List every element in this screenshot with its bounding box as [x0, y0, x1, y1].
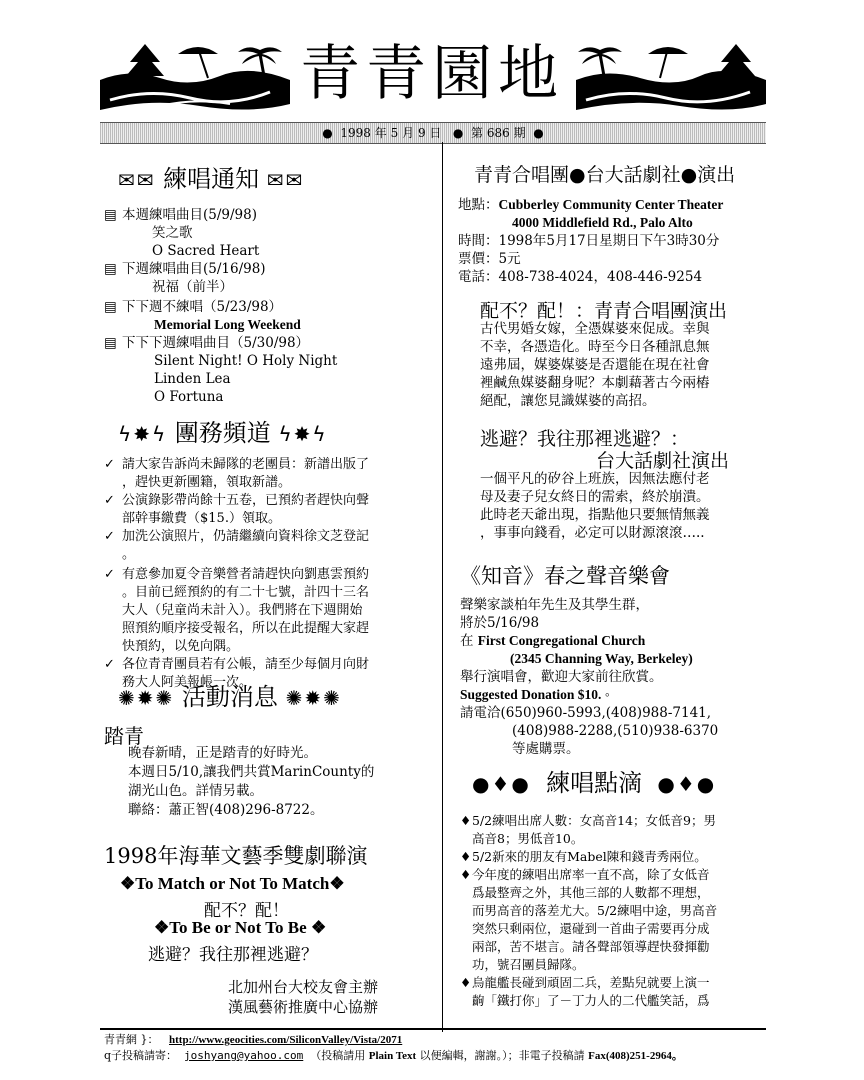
footer-rule [100, 1028, 766, 1030]
list-item-line: 快預約，以免向隅。 [122, 639, 240, 654]
events-subheading: 踏青 [104, 724, 144, 748]
text-line: 湖光山色。詳情另載。 [128, 783, 263, 799]
list-item-line: 。 [122, 547, 136, 562]
lightning-icon: ϟ✸ϟ [118, 422, 168, 446]
text-line: 絕配，讓您見識媒婆的高招。 [480, 393, 656, 409]
drop-icon: ●♦● [657, 772, 717, 796]
list-item-line: 高音8；男低音10。 [472, 831, 584, 846]
list-item-line: 功，號召團員歸隊。 [472, 957, 585, 972]
list-item-line: 而男高音的落差尤大。5/2練唱中途，男高音 [472, 903, 718, 918]
events-heading: ✺✹✺ 活動消息 ✺✹✺ [118, 683, 342, 711]
footer-contact: q子投稿請寄： joshyang@yahoo.com （投稿請用 Plain Text 以便編輯，謝謝。）；非電子投稿請 Fax(408)251-2964。 [104, 1049, 683, 1062]
sponsor-line: 北加州台大校友會主辦 [228, 978, 379, 996]
song-title: O Sacred Heart [152, 243, 260, 259]
price-row: 票價：5元 [458, 251, 521, 267]
mailbox-icon: ✉✉ [266, 168, 305, 192]
play1-english-title: ❖To Match or Not To Match❖ [120, 874, 345, 893]
list-item: ♦5/2新來的朋友有Mabel陳和錢青秀兩位。 [460, 849, 707, 864]
concert-heading: 《知音》春之聲音樂會 [460, 564, 670, 588]
text-line: (408)988-2288,(510)938-6370 [512, 723, 719, 739]
song-title: 笑之歌 [152, 225, 193, 241]
drop-icon: ●♦● [472, 772, 531, 796]
list-item-line: ，趕快更新團籍，領取新譜。 [122, 475, 292, 490]
document-icon: ▤ [104, 207, 117, 223]
venue-address: 4000 Middlefield Rd., Palo Alto [512, 215, 693, 230]
list-item-line: 兩部，苦不堪言。請各聲部領導趕快發揮勸 [472, 939, 710, 954]
song-title: O Fortuna [154, 389, 224, 405]
column-divider [442, 142, 443, 1032]
document-icon: ▤ [104, 261, 117, 277]
check-icon: ✓ [104, 493, 115, 508]
play1-chinese-title: 配不？配！ [204, 901, 289, 921]
affairs-heading: ϟ✸ϟ 團務頻道 ϟ✸ϟ [118, 419, 328, 447]
phone-row: 電話：408-738-4024，408-446-9254 [458, 269, 703, 285]
list-item: ✓ 各位青青團員若有公帳，請至少每個月向財 [104, 657, 370, 672]
bullet-icon: ♦ [460, 867, 472, 882]
performance-heading: 青青合唱團●台大話劇社●演出 [474, 164, 736, 186]
text-line: ，事事向錢看，必定可以財源滾滾….. [480, 525, 705, 541]
list-item-line: 部幹事繳費（$15.）領取。 [122, 511, 281, 526]
play2-heading: 逃避？我往那裡逃避？： [480, 428, 690, 450]
issue-date-band: ● 1998 年 5 月 9 日 ● 第 686 期 ● [100, 122, 766, 144]
play2-heading-troupe: 台大話劇社演出 [596, 450, 730, 472]
list-item: ▤ 下下下週練唱曲目（5/30/98） [104, 335, 310, 351]
text-line: 聯絡：蕭正智(408)296-8722。 [128, 802, 324, 818]
list-item-line: 照預約順序接受報名，所以在此提醒大家趕 [122, 621, 370, 636]
document-icon: ▤ [104, 299, 117, 315]
list-item-line: 突然只剩兩位，還碰到一首曲子需要再分成 [472, 921, 710, 936]
list-item: ✓ 請大家告訴尚未歸隊的老團員：新譜出版了 [104, 457, 370, 472]
spider-web-icon: ✺✹✺ [118, 686, 175, 710]
umbrella-icon [648, 47, 688, 78]
text-line: 等處購票。 [512, 741, 580, 757]
list-item: ♦烏龍艦長碰到頑固二兵，差點兒就要上演一 [460, 975, 710, 990]
sponsor-line: 漢風藝術推廣中心協辦 [228, 998, 379, 1016]
list-item: ✓ 公演錄影帶尚餘十五卷，已預約者趕快向聲 [104, 493, 370, 508]
text-line: 晚春新晴，正是踏青的好時光。 [128, 745, 317, 761]
list-item-line: 齣「鐵打你」了－丁力人的二代艦笑話，爲 [472, 993, 710, 1008]
check-icon: ✓ [104, 457, 115, 472]
text-line: 將於5/16/98 [460, 615, 540, 631]
play1-heading: 配不？配！：青青合唱團演出 [480, 300, 728, 322]
text-line: 此時老天爺出現，指點他只要無情無義 [480, 507, 710, 523]
list-item: ▤ 下週練唱曲目(5/16/98) [104, 261, 266, 277]
list-item-line: 務大人阿美報帳一次。 [122, 675, 253, 690]
list-item: ▤ 本週練唱曲目(5/9/98) [104, 207, 257, 223]
text-line: 裡鹹魚媒婆翻身呢？本劇藉著古今兩樁 [480, 375, 710, 391]
site-link[interactable]: http://www.geocities.com/SiliconValley/Vista/2071 [169, 1034, 403, 1046]
text-line: 遠弗屆，媒婆媒婆是否還能在現在社會 [480, 357, 710, 373]
text-line: Suggested Donation $10. ◦ [460, 687, 610, 702]
email-link[interactable]: joshyang@yahoo.com [184, 1049, 304, 1062]
list-item-line: 。目前已經預約的有二十七號，計四十三名 [122, 585, 370, 600]
song-title: Linden Lea [154, 371, 231, 387]
check-icon: ✓ [104, 529, 115, 544]
list-item: ♦今年度的練唱出席率一直不高，除了女低音 [460, 867, 710, 882]
text-line: 舉行演唱會，歡迎大家前往欣賞。 [460, 669, 663, 685]
list-item: ✓ 有意參加夏令音樂營者請趕快向劉惠雲預約 [104, 567, 370, 582]
text-line: 聲樂家談柏年先生及其學生群， [460, 597, 649, 613]
check-icon: ✓ [104, 657, 115, 672]
song-title: Silent Night! O Holy Night [154, 353, 338, 369]
list-item: ✓ 加洗公演照片，仍請繼續向資料徐文芝登記 [104, 529, 370, 544]
list-item-line: 大人（兒童尚未計入）。我們將在下週開始 [122, 603, 363, 618]
list-item: ♦5/2練唱出席人數：女高音14；女低音9；男 [460, 813, 716, 828]
text-line: 本週日5/10,讓我們共賞MarinCounty的 [128, 764, 375, 780]
play2-english-title: ❖To Be or Not To Be ❖ [154, 918, 327, 937]
list-item: ▤ 下下週不練唱（5/23/98） [104, 299, 283, 315]
mailbox-icon: ✉✉ [118, 168, 156, 192]
text-line: 在 First Congregational Church [460, 633, 646, 649]
umbrella-icon [178, 47, 218, 78]
text-line: 請電洽(650)960-5993,(408)988-7141, [460, 705, 712, 721]
list-item-line: 爲最整齊之外，其他三部的人數都不理想， [472, 885, 710, 900]
text-line: 不幸，各憑造化。時至今日各種訊息無 [480, 339, 710, 355]
bullet-icon: ♦ [460, 813, 472, 828]
text-line: 一個平凡的矽谷上班族，因無法應付老 [480, 471, 710, 487]
song-title: Memorial Long Weekend [154, 317, 301, 332]
text-line: (2345 Channing Way, Berkeley) [510, 651, 693, 666]
time-row: 時間：1998年5月17日星期日下午3時30分 [458, 233, 720, 249]
venue-row: 地點：Cubberley Community Center Theater [458, 197, 724, 213]
festival-title: 1998年海華文藝季雙劇聯演 [104, 844, 368, 868]
play2-chinese-title: 逃避？我往那裡逃避？ [148, 945, 318, 965]
rehearsal-heading: ✉✉ 練唱通知 ✉✉ [118, 165, 305, 193]
footer-site: 青青網 }： http://www.geocities.com/SiliconValley/Vista/2071 [104, 1033, 403, 1046]
song-title: 祝福（前半） [152, 279, 233, 295]
text-line: 母及妻子兒女終日的需索，終於崩潰。 [480, 489, 710, 505]
text-line: 古代男婚女嫁，全憑媒婆來促成。幸與 [480, 321, 710, 337]
spider-web-icon: ✺✹✺ [285, 686, 342, 710]
newsletter-title: 青青園地 [300, 39, 564, 109]
document-icon: ▤ [104, 335, 117, 351]
check-icon: ✓ [104, 567, 115, 582]
bullet-icon: ♦ [460, 975, 472, 990]
bullet-icon: ♦ [460, 849, 472, 864]
notes-heading: ●♦● 練唱點滴 ●♦● [472, 769, 717, 797]
lightning-icon: ϟ✸ϟ [278, 422, 328, 446]
